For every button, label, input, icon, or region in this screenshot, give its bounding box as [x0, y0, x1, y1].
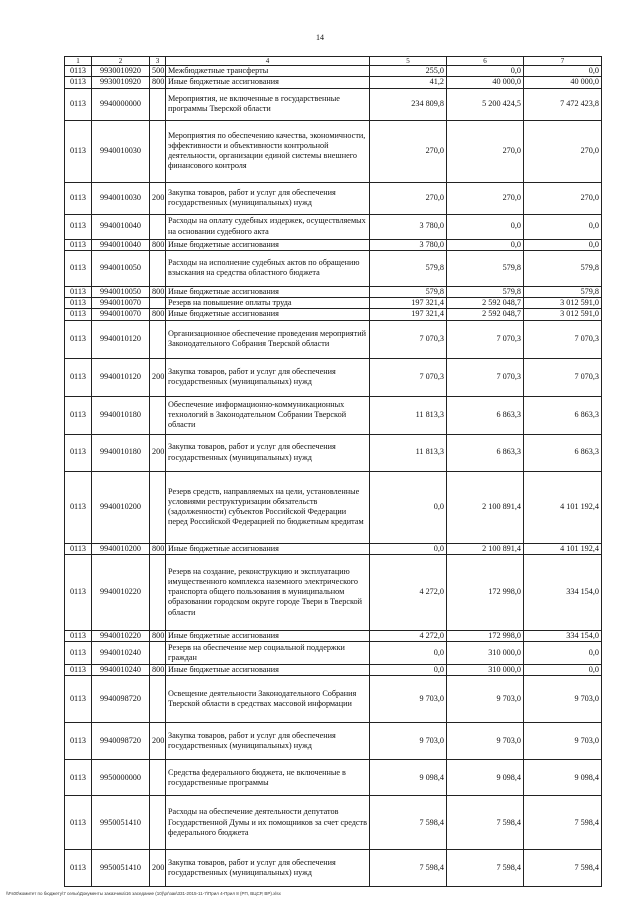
section-code: 0113: [65, 760, 92, 796]
amount-col7: 3 012 591,0: [524, 309, 602, 320]
target-article-code: 9940010120: [92, 320, 150, 358]
amount-col6: 7 598,4: [447, 850, 524, 887]
table-row: [65, 239, 602, 250]
expense-type-code: 800: [150, 665, 166, 676]
section-code: 0113: [65, 554, 92, 630]
expense-type-code: 200: [150, 723, 166, 760]
table-row: [65, 298, 602, 309]
budget-table: [64, 56, 602, 887]
table-header-row: [65, 57, 602, 66]
item-name: Межбюджетные трансферты: [166, 66, 370, 77]
item-name: Закупка товаров, работ и услуг для обеспечения государственных (муниципальных) нужд: [166, 850, 370, 887]
target-article-code: 9940010070: [92, 309, 150, 320]
table-row: [65, 723, 602, 760]
item-name: Расходы на обеспечение деятельности депутатов Государственной Думы и их помощников за счет средств федерального бюджета: [166, 796, 370, 850]
amount-col5: 0,0: [370, 665, 447, 676]
expense-type-code: [150, 760, 166, 796]
amount-col5: 0,0: [370, 642, 447, 665]
amount-col7: 334 154,0: [524, 554, 602, 630]
section-code: 0113: [65, 676, 92, 723]
expense-type-code: 200: [150, 434, 166, 471]
amount-col5: 579,8: [370, 250, 447, 286]
section-code: 0113: [65, 286, 92, 297]
item-name: Мероприятия по обеспечению качества, экономичности, эффективности и объективности контрольной деятельности, организации единой системы внешнего финансового контроля: [166, 120, 370, 182]
table-row: [65, 543, 602, 554]
amount-col6: 9 703,0: [447, 676, 524, 723]
amount-col6: 579,8: [447, 286, 524, 297]
amount-col7: 4 101 192,4: [524, 543, 602, 554]
table-row: [65, 630, 602, 641]
amount-col5: 197 321,4: [370, 309, 447, 320]
table-row: [65, 182, 602, 214]
table-row: [65, 358, 602, 396]
expense-type-code: 800: [150, 77, 166, 88]
target-article-code: 9940098720: [92, 723, 150, 760]
amount-col7: 4 101 192,4: [524, 471, 602, 543]
amount-col6: 6 863,3: [447, 434, 524, 471]
amount-col6: 6 863,3: [447, 396, 524, 434]
col-header-1: 1: [65, 57, 92, 66]
col-header-3: 3: [150, 57, 166, 66]
target-article-code: 9950051410: [92, 850, 150, 887]
col-header-2: 2: [92, 57, 150, 66]
target-article-code: 9940010050: [92, 286, 150, 297]
expense-type-code: 200: [150, 358, 166, 396]
expense-type-code: [150, 250, 166, 286]
amount-col5: 579,8: [370, 286, 447, 297]
expense-type-code: 800: [150, 543, 166, 554]
section-code: 0113: [65, 471, 92, 543]
amount-col7: 7 598,4: [524, 850, 602, 887]
col-header-4: 4: [166, 57, 370, 66]
section-code: 0113: [65, 239, 92, 250]
amount-col6: 40 000,0: [447, 77, 524, 88]
expense-type-code: 800: [150, 309, 166, 320]
section-code: 0113: [65, 630, 92, 641]
expense-type-code: [150, 298, 166, 309]
amount-col7: 0,0: [524, 642, 602, 665]
table-row: [65, 554, 602, 630]
amount-col6: 7 070,3: [447, 320, 524, 358]
amount-col5: 11 813,3: [370, 434, 447, 471]
expense-type-code: [150, 642, 166, 665]
amount-col6: 7 070,3: [447, 358, 524, 396]
section-code: 0113: [65, 214, 92, 239]
amount-col7: 6 863,3: [524, 396, 602, 434]
target-article-code: 9940010070: [92, 298, 150, 309]
item-name: Резерв на создание, реконструкцию и эксплуатацию имущественного комплекса наземного электрического транспорта общего пользования в муниципальном образовании городском округе городе Твери в Тверской области: [166, 554, 370, 630]
table-row: [65, 471, 602, 543]
amount-col6: 270,0: [447, 120, 524, 182]
amount-col6: 2 592 048,7: [447, 309, 524, 320]
amount-col5: 255,0: [370, 66, 447, 77]
amount-col7: 9 703,0: [524, 676, 602, 723]
amount-col6: 310 000,0: [447, 665, 524, 676]
col-header-7: 7: [524, 57, 602, 66]
expense-type-code: 500: [150, 66, 166, 77]
target-article-code: 9940010180: [92, 396, 150, 434]
amount-col5: 0,0: [370, 543, 447, 554]
table-row: [65, 665, 602, 676]
target-article-code: 9950051410: [92, 796, 150, 850]
amount-col6: 270,0: [447, 182, 524, 214]
section-code: 0113: [65, 543, 92, 554]
item-name: Иные бюджетные ассигнования: [166, 239, 370, 250]
amount-col7: 3 012 591,0: [524, 298, 602, 309]
expense-type-code: [150, 320, 166, 358]
amount-col7: 334 154,0: [524, 630, 602, 641]
item-name: Иные бюджетные ассигнования: [166, 630, 370, 641]
item-name: Закупка товаров, работ и услуг для обеспечения государственных (муниципальных) нужд: [166, 182, 370, 214]
expense-type-code: [150, 214, 166, 239]
amount-col5: 41,2: [370, 77, 447, 88]
amount-col7: 7 070,3: [524, 358, 602, 396]
expense-type-code: [150, 554, 166, 630]
item-name: Расходы на оплату судебных издержек, осуществляемых на основании судебного акта: [166, 214, 370, 239]
table-row: [65, 796, 602, 850]
amount-col6: 5 200 424,5: [447, 88, 524, 120]
table-row: [65, 120, 602, 182]
amount-col7: 270,0: [524, 182, 602, 214]
amount-col6: 2 100 891,4: [447, 471, 524, 543]
amount-col6: 0,0: [447, 66, 524, 77]
amount-col5: 3 780,0: [370, 239, 447, 250]
amount-col6: 0,0: [447, 214, 524, 239]
expense-type-code: [150, 796, 166, 850]
amount-col7: 0,0: [524, 214, 602, 239]
col-header-5: 5: [370, 57, 447, 66]
target-article-code: 9940010240: [92, 642, 150, 665]
page-number: 14: [316, 33, 324, 42]
item-name: Освещение деятельности Законодательного Собрания Тверской области в средствах массовой информации: [166, 676, 370, 723]
target-article-code: 9940010030: [92, 120, 150, 182]
item-name: Резерв на обеспечение мер социальной поддержки граждан: [166, 642, 370, 665]
amount-col6: 9 703,0: [447, 723, 524, 760]
table-row: [65, 396, 602, 434]
target-article-code: 9940010220: [92, 630, 150, 641]
amount-col5: 7 070,3: [370, 320, 447, 358]
target-article-code: 9940010120: [92, 358, 150, 396]
table-row: [65, 434, 602, 471]
amount-col6: 172 998,0: [447, 554, 524, 630]
table-row: [65, 642, 602, 665]
item-name: Обеспечение информационно-коммуникационных технологий в Законодательном Собрании Тверской области: [166, 396, 370, 434]
table-row: [65, 286, 602, 297]
target-article-code: 9940010050: [92, 250, 150, 286]
target-article-code: 9930010920: [92, 66, 150, 77]
expense-type-code: [150, 120, 166, 182]
amount-col6: 2 592 048,7: [447, 298, 524, 309]
target-article-code: 9950000000: [92, 760, 150, 796]
target-article-code: 9940010200: [92, 543, 150, 554]
item-name: Организационное обеспечение проведения мероприятий Законодательного Собрания Тверской области: [166, 320, 370, 358]
item-name: Закупка товаров, работ и услуг для обеспечения государственных (муниципальных) нужд: [166, 723, 370, 760]
amount-col7: 579,8: [524, 286, 602, 297]
table-row: [65, 320, 602, 358]
section-code: 0113: [65, 250, 92, 286]
amount-col5: 234 809,8: [370, 88, 447, 120]
table-row: [65, 88, 602, 120]
item-name: Резерв на повышение оплаты труда: [166, 298, 370, 309]
section-code: 0113: [65, 642, 92, 665]
amount-col7: 6 863,3: [524, 434, 602, 471]
amount-col5: 4 272,0: [370, 630, 447, 641]
col-header-6: 6: [447, 57, 524, 66]
expense-type-code: [150, 396, 166, 434]
amount-col5: 7 070,3: [370, 358, 447, 396]
target-article-code: 9930010920: [92, 77, 150, 88]
item-name: Иные бюджетные ассигнования: [166, 77, 370, 88]
section-code: 0113: [65, 723, 92, 760]
table-row: [65, 676, 602, 723]
expense-type-code: 800: [150, 286, 166, 297]
expense-type-code: [150, 88, 166, 120]
section-code: 0113: [65, 358, 92, 396]
amount-col5: 11 813,3: [370, 396, 447, 434]
amount-col7: 0,0: [524, 239, 602, 250]
amount-col5: 9 098,4: [370, 760, 447, 796]
table-row: [65, 66, 602, 77]
amount-col5: 270,0: [370, 182, 447, 214]
target-article-code: 9940010180: [92, 434, 150, 471]
amount-col6: 172 998,0: [447, 630, 524, 641]
amount-col5: 9 703,0: [370, 676, 447, 723]
target-article-code: 9940010240: [92, 665, 150, 676]
amount-col5: 270,0: [370, 120, 447, 182]
expense-type-code: [150, 676, 166, 723]
section-code: 0113: [65, 120, 92, 182]
section-code: 0113: [65, 77, 92, 88]
section-code: 0113: [65, 309, 92, 320]
section-code: 0113: [65, 66, 92, 77]
amount-col7: 0,0: [524, 665, 602, 676]
table-row: [65, 760, 602, 796]
target-article-code: 9940010030: [92, 182, 150, 214]
amount-col7: 40 000,0: [524, 77, 602, 88]
footer-file-path: \\Fs00\комитет по бюджету\7 сельк\Документы заказчика\16 заседание (10)\pr\зак\331-2015-11-7\Прил 4-Прил 8 (РП, ВЦСР, ВР).xlsx: [6, 891, 281, 896]
section-code: 0113: [65, 182, 92, 214]
amount-col6: 0,0: [447, 239, 524, 250]
item-name: Средства федерального бюджета, не включенные в государственные программы: [166, 760, 370, 796]
amount-col7: 7 598,4: [524, 796, 602, 850]
amount-col5: 0,0: [370, 471, 447, 543]
amount-col6: 2 100 891,4: [447, 543, 524, 554]
item-name: Иные бюджетные ассигнования: [166, 309, 370, 320]
table-row: [65, 214, 602, 239]
amount-col7: 9 098,4: [524, 760, 602, 796]
amount-col6: 9 098,4: [447, 760, 524, 796]
amount-col7: 9 703,0: [524, 723, 602, 760]
amount-col5: 4 272,0: [370, 554, 447, 630]
amount-col5: 197 321,4: [370, 298, 447, 309]
table-row: [65, 309, 602, 320]
amount-col7: 7 472 423,8: [524, 88, 602, 120]
amount-col7: 579,8: [524, 250, 602, 286]
section-code: 0113: [65, 850, 92, 887]
amount-col7: 270,0: [524, 120, 602, 182]
section-code: 0113: [65, 665, 92, 676]
amount-col5: 9 703,0: [370, 723, 447, 760]
section-code: 0113: [65, 434, 92, 471]
expense-type-code: 200: [150, 182, 166, 214]
section-code: 0113: [65, 88, 92, 120]
target-article-code: 9940010220: [92, 554, 150, 630]
section-code: 0113: [65, 320, 92, 358]
target-article-code: 9940000000: [92, 88, 150, 120]
expense-type-code: 200: [150, 850, 166, 887]
target-article-code: 9940010200: [92, 471, 150, 543]
amount-col5: 7 598,4: [370, 850, 447, 887]
item-name: Расходы на исполнение судебных актов по обращению взыскания на средства областного бюджета: [166, 250, 370, 286]
item-name: Мероприятия, не включенные в государственные программы Тверской области: [166, 88, 370, 120]
amount-col5: 7 598,4: [370, 796, 447, 850]
amount-col6: 7 598,4: [447, 796, 524, 850]
table-row: [65, 250, 602, 286]
section-code: 0113: [65, 396, 92, 434]
target-article-code: 9940010040: [92, 214, 150, 239]
amount-col6: 310 000,0: [447, 642, 524, 665]
expense-type-code: 800: [150, 239, 166, 250]
item-name: Иные бюджетные ассигнования: [166, 665, 370, 676]
amount-col5: 3 780,0: [370, 214, 447, 239]
table-row: [65, 850, 602, 887]
item-name: Иные бюджетные ассигнования: [166, 543, 370, 554]
section-code: 0113: [65, 796, 92, 850]
target-article-code: 9940010040: [92, 239, 150, 250]
amount-col6: 579,8: [447, 250, 524, 286]
amount-col7: 0,0: [524, 66, 602, 77]
item-name: Резерв средств, направляемых на цели, установленные условиями реструктуризации обязательств (задолженности) субъектов Российской Федерации перед Российской Федерацией по бюджетным кредитам: [166, 471, 370, 543]
amount-col7: 7 070,3: [524, 320, 602, 358]
table-row: [65, 77, 602, 88]
target-article-code: 9940098720: [92, 676, 150, 723]
section-code: 0113: [65, 298, 92, 309]
item-name: Закупка товаров, работ и услуг для обеспечения государственных (муниципальных) нужд: [166, 358, 370, 396]
item-name: Закупка товаров, работ и услуг для обеспечения государственных (муниципальных) нужд: [166, 434, 370, 471]
expense-type-code: [150, 471, 166, 543]
expense-type-code: 800: [150, 630, 166, 641]
item-name: Иные бюджетные ассигнования: [166, 286, 370, 297]
